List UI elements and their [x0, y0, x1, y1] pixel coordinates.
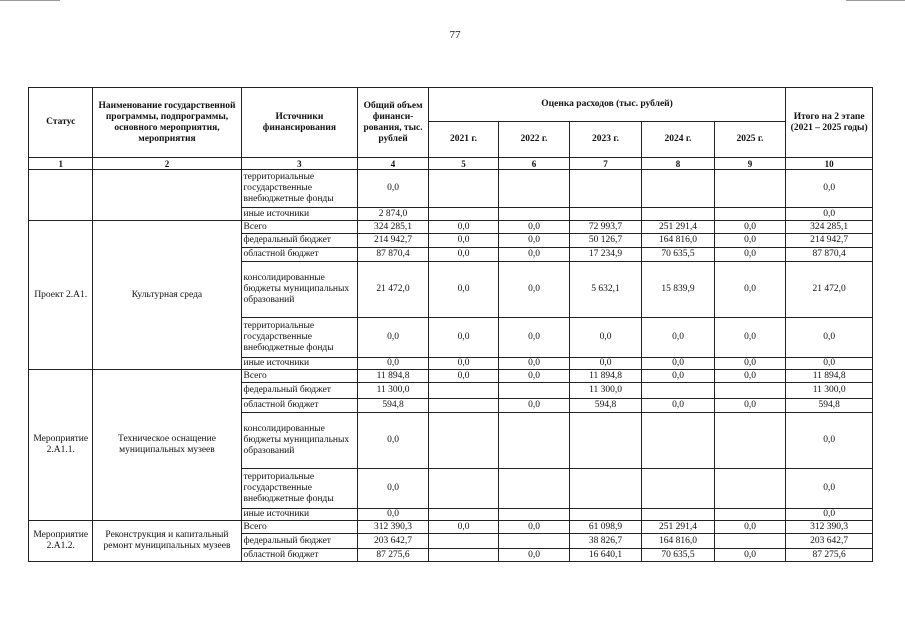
- funding-source-cell: территориальные государственные внебюджетные фонды: [241, 170, 358, 208]
- scan-edge-right: [846, 0, 905, 1]
- year-2022-cell: [499, 413, 569, 469]
- year-2025-cell: 0,0: [714, 399, 786, 413]
- column-number: 5: [428, 158, 498, 170]
- year-2024-cell: 70 635,5: [642, 549, 715, 562]
- year-2025-cell: 0,0: [714, 262, 786, 318]
- year-2025-cell: [714, 383, 786, 399]
- total-volume-cell: 0,0: [358, 469, 428, 509]
- year-2024-cell: [642, 170, 715, 208]
- year-2023-cell: [569, 170, 642, 208]
- year-2023-cell: 16 640,1: [569, 549, 642, 562]
- funding-source-cell: консолидированные бюджеты муниципальных образований: [241, 262, 358, 318]
- stage-total-cell: 0,0: [786, 208, 873, 221]
- year-2022-cell: 0,0: [499, 248, 569, 262]
- year-2022-cell: 0,0: [499, 521, 569, 534]
- header-year-2024: 2024 г.: [642, 122, 715, 158]
- year-2022-cell: 0,0: [499, 221, 569, 234]
- header-year-2021: 2021 г.: [428, 122, 498, 158]
- year-2022-cell: [499, 469, 569, 509]
- total-volume-cell: 11 894,8: [358, 370, 428, 383]
- year-2022-cell: 0,0: [499, 262, 569, 318]
- year-2021-cell: [428, 170, 498, 208]
- funding-source-cell: территориальные государственные внебюджетные фонды: [241, 318, 358, 358]
- year-2024-cell: 251 291,4: [642, 521, 715, 534]
- year-2024-cell: 0,0: [642, 318, 715, 358]
- funding-source-cell: областной бюджет: [241, 549, 358, 562]
- year-2021-cell: 0,0: [428, 262, 498, 318]
- year-2024-cell: [642, 383, 715, 399]
- year-2025-cell: 0,0: [714, 221, 786, 234]
- scan-edge-left: [0, 0, 60, 1]
- stage-total-cell: 11 894,8: [786, 370, 873, 383]
- funding-source-cell: Всего: [241, 221, 358, 234]
- total-volume-cell: 11 300,0: [358, 383, 428, 399]
- year-2023-cell: 72 993,7: [569, 221, 642, 234]
- year-2021-cell: 0,0: [428, 358, 498, 370]
- year-2022-cell: 0,0: [499, 358, 569, 370]
- total-volume-cell: 0,0: [358, 413, 428, 469]
- header-status: Статус: [29, 88, 93, 158]
- table-row: [29, 221, 873, 234]
- total-volume-cell: 2 874,0: [358, 208, 428, 221]
- program-name-cell: Реконструкция и капитальный ремонт муниципальных музеев: [93, 521, 241, 562]
- funding-source-cell: Всего: [241, 521, 358, 534]
- stage-total-cell: 324 285,1: [786, 221, 873, 234]
- year-2025-cell: [714, 469, 786, 509]
- column-number: 1: [29, 158, 93, 170]
- year-2022-cell: 0,0: [499, 234, 569, 248]
- total-volume-cell: 203 642,7: [358, 534, 428, 549]
- header-total-volume: Общий объем финанси-рования, тыс. рублей: [358, 88, 428, 158]
- year-2021-cell: [428, 509, 498, 521]
- header-estimate: Оценка расходов (тыс. рублей): [428, 88, 786, 122]
- year-2021-cell: [428, 413, 498, 469]
- year-2022-cell: 0,0: [499, 370, 569, 383]
- funding-source-cell: иные источники: [241, 358, 358, 370]
- year-2023-cell: 38 826,7: [569, 534, 642, 549]
- year-2025-cell: [714, 534, 786, 549]
- year-2021-cell: [428, 383, 498, 399]
- header-year-2022: 2022 г.: [499, 122, 569, 158]
- year-2025-cell: [714, 208, 786, 221]
- total-volume-cell: 0,0: [358, 318, 428, 358]
- year-2021-cell: [428, 208, 498, 221]
- total-volume-cell: 0,0: [358, 509, 428, 521]
- funding-source-cell: территориальные государственные внебюджетные фонды: [241, 469, 358, 509]
- funding-source-cell: консолидированные бюджеты муниципальных образований: [241, 413, 358, 469]
- year-2025-cell: 0,0: [714, 358, 786, 370]
- year-2024-cell: [642, 413, 715, 469]
- year-2021-cell: 0,0: [428, 521, 498, 534]
- year-2021-cell: 0,0: [428, 370, 498, 383]
- status-cell: Мероприятие 2.А1.1.: [29, 370, 93, 521]
- column-number: 8: [642, 158, 715, 170]
- header-year-2025: 2025 г.: [714, 122, 786, 158]
- year-2025-cell: 0,0: [714, 521, 786, 534]
- year-2024-cell: [642, 208, 715, 221]
- year-2023-cell: 594,8: [569, 399, 642, 413]
- stage-total-cell: 0,0: [786, 509, 873, 521]
- stage-total-cell: 87 275,6: [786, 549, 873, 562]
- year-2024-cell: 164 816,0: [642, 234, 715, 248]
- year-2021-cell: 0,0: [428, 318, 498, 358]
- program-name-cell: [93, 170, 241, 221]
- funding-source-cell: федеральный бюджет: [241, 534, 358, 549]
- column-number: 10: [786, 158, 873, 170]
- funding-source-cell: иные источники: [241, 509, 358, 521]
- total-volume-cell: 324 285,1: [358, 221, 428, 234]
- year-2024-cell: 0,0: [642, 370, 715, 383]
- year-2022-cell: 0,0: [499, 399, 569, 413]
- column-number: 2: [93, 158, 241, 170]
- column-number: 6: [499, 158, 569, 170]
- year-2021-cell: 0,0: [428, 234, 498, 248]
- year-2023-cell: 0,0: [569, 358, 642, 370]
- year-2025-cell: 0,0: [714, 234, 786, 248]
- table-header: [29, 88, 873, 170]
- year-2023-cell: [569, 208, 642, 221]
- year-2025-cell: [714, 509, 786, 521]
- year-2025-cell: 0,0: [714, 318, 786, 358]
- year-2021-cell: 0,0: [428, 248, 498, 262]
- stage-total-cell: 0,0: [786, 358, 873, 370]
- year-2021-cell: [428, 469, 498, 509]
- year-2022-cell: [499, 509, 569, 521]
- stage-total-cell: 87 870,4: [786, 248, 873, 262]
- total-volume-cell: 87 275,6: [358, 549, 428, 562]
- year-2024-cell: 15 839,9: [642, 262, 715, 318]
- year-2024-cell: 70 635,5: [642, 248, 715, 262]
- year-2023-cell: [569, 413, 642, 469]
- year-2021-cell: 0,0: [428, 221, 498, 234]
- budget-table: [28, 87, 873, 562]
- total-volume-cell: 312 390,3: [358, 521, 428, 534]
- status-cell: Проект 2.А1.: [29, 221, 93, 370]
- year-2025-cell: 0,0: [714, 248, 786, 262]
- year-2023-cell: 0,0: [569, 318, 642, 358]
- year-2021-cell: [428, 549, 498, 562]
- year-2022-cell: 0,0: [499, 318, 569, 358]
- year-2024-cell: 0,0: [642, 399, 715, 413]
- year-2024-cell: 0,0: [642, 358, 715, 370]
- column-number: 3: [241, 158, 358, 170]
- year-2023-cell: [569, 509, 642, 521]
- status-cell: [29, 170, 93, 221]
- year-2022-cell: [499, 534, 569, 549]
- column-number: 7: [569, 158, 642, 170]
- year-2024-cell: [642, 469, 715, 509]
- year-2023-cell: 50 126,7: [569, 234, 642, 248]
- stage-total-cell: 21 472,0: [786, 262, 873, 318]
- column-number-row: [29, 158, 873, 170]
- total-volume-cell: 0,0: [358, 170, 428, 208]
- total-volume-cell: 594,8: [358, 399, 428, 413]
- year-2022-cell: [499, 170, 569, 208]
- year-2023-cell: 11 300,0: [569, 383, 642, 399]
- year-2024-cell: 251 291,4: [642, 221, 715, 234]
- total-volume-cell: 214 942,7: [358, 234, 428, 248]
- year-2025-cell: [714, 170, 786, 208]
- year-2023-cell: 11 894,8: [569, 370, 642, 383]
- funding-source-cell: областной бюджет: [241, 399, 358, 413]
- table-row: [29, 170, 873, 208]
- stage-total-cell: 594,8: [786, 399, 873, 413]
- year-2025-cell: 0,0: [714, 549, 786, 562]
- header-stage-total: Итого на 2 этапе (2021 – 2025 годы): [786, 88, 873, 158]
- stage-total-cell: 0,0: [786, 170, 873, 208]
- year-2022-cell: 0,0: [499, 549, 569, 562]
- stage-total-cell: 0,0: [786, 318, 873, 358]
- header-source: Источники финансирования: [241, 88, 358, 158]
- year-2023-cell: 17 234,9: [569, 248, 642, 262]
- table-row: [29, 521, 873, 534]
- year-2023-cell: 61 098,9: [569, 521, 642, 534]
- funding-source-cell: федеральный бюджет: [241, 383, 358, 399]
- year-2024-cell: [642, 509, 715, 521]
- total-volume-cell: 87 870,4: [358, 248, 428, 262]
- year-2021-cell: [428, 534, 498, 549]
- stage-total-cell: 312 390,3: [786, 521, 873, 534]
- year-2022-cell: [499, 208, 569, 221]
- year-2024-cell: 164 816,0: [642, 534, 715, 549]
- year-2025-cell: [714, 413, 786, 469]
- funding-source-cell: Всего: [241, 370, 358, 383]
- column-number: 9: [714, 158, 786, 170]
- year-2023-cell: 5 632,1: [569, 262, 642, 318]
- year-2023-cell: [569, 469, 642, 509]
- funding-source-cell: федеральный бюджет: [241, 234, 358, 248]
- stage-total-cell: 11 300,0: [786, 383, 873, 399]
- header-year-2023: 2023 г.: [569, 122, 642, 158]
- year-2021-cell: [428, 399, 498, 413]
- status-cell: Мероприятие 2.А1.2.: [29, 521, 93, 562]
- program-name-cell: Техническое оснащение муниципальных музеев: [93, 370, 241, 521]
- column-number: 4: [358, 158, 428, 170]
- year-2022-cell: [499, 383, 569, 399]
- stage-total-cell: 203 642,7: [786, 534, 873, 549]
- funding-source-cell: областной бюджет: [241, 248, 358, 262]
- table-body: [29, 170, 873, 562]
- table-row: [29, 370, 873, 383]
- header-name: Наименование государственной программы, подпрограммы, основного мероприятия, мероприятия: [93, 88, 241, 158]
- program-name-cell: Культурная среда: [93, 221, 241, 370]
- stage-total-cell: 0,0: [786, 413, 873, 469]
- stage-total-cell: 214 942,7: [786, 234, 873, 248]
- total-volume-cell: 21 472,0: [358, 262, 428, 318]
- stage-total-cell: 0,0: [786, 469, 873, 509]
- page-number: 77: [449, 29, 461, 41]
- total-volume-cell: 0,0: [358, 358, 428, 370]
- year-2025-cell: 0,0: [714, 370, 786, 383]
- funding-source-cell: иные источники: [241, 208, 358, 221]
